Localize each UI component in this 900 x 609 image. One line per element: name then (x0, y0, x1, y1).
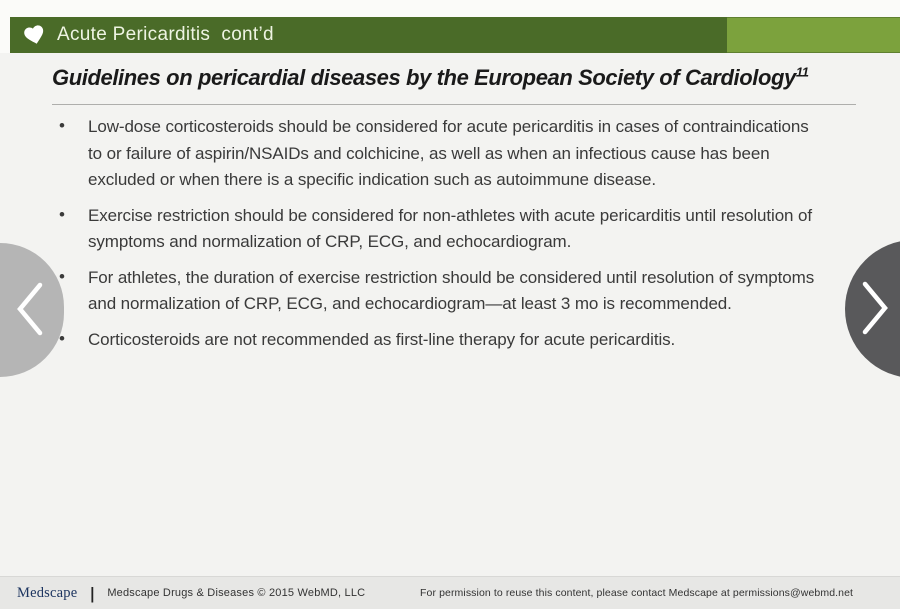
bullet-item: • For athletes, the duration of exercise restriction should be considered until resolution of symptoms and normalization of CRP, ECG, and echocardiogram—at least 3 mo is recommended. (52, 265, 820, 318)
heart-icon (22, 21, 46, 49)
chevron-right-icon (859, 279, 891, 340)
footer-separator: | (90, 583, 95, 603)
top-margin-strip (0, 0, 900, 17)
slide-header-bar (10, 17, 900, 53)
title-divider-rule (52, 104, 856, 105)
footer-copyright: Medscape Drugs & Diseases © 2015 WebMD, LLC (107, 587, 366, 599)
slide-title-text: Guidelines on pericardial diseases by the European Society of Cardiology (52, 65, 796, 90)
slide-footer (0, 576, 900, 609)
next-slide-button[interactable] (845, 240, 900, 378)
footer-branding (17, 577, 365, 609)
chevron-left-icon (14, 280, 46, 341)
slide-title (52, 65, 860, 91)
bullet-item: • Corticosteroids are not recommended as first-line therapy for acute pericarditis. (52, 327, 820, 354)
left-margin-strip (0, 17, 10, 53)
slide-header-main (10, 17, 727, 53)
header-accent-block (727, 17, 900, 53)
title-citation-superscript: 11 (795, 64, 809, 80)
medscape-logo: Medscape (17, 584, 78, 601)
footer-permission-notice: For permission to reuse this content, please contact Medscape at permissions@webmd.net (420, 587, 854, 599)
bullet-item: • Exercise restriction should be considered for non-athletes with acute pericarditis until resolution of symptoms and normalization of CRP, ECG, and echocardiogram. (52, 203, 820, 256)
bullet-item: • Low-dose corticosteroids should be considered for acute pericarditis in cases of contraindications to or failure of aspirin/NSAIDs and colchicine, as well as when an infectious cause has been excluded or when there is a specific indication such as autoimmune disease. (52, 114, 820, 194)
slide-header-title: Acute Pericarditis cont’d (57, 24, 274, 45)
guidelines-bullet-list (52, 114, 820, 362)
